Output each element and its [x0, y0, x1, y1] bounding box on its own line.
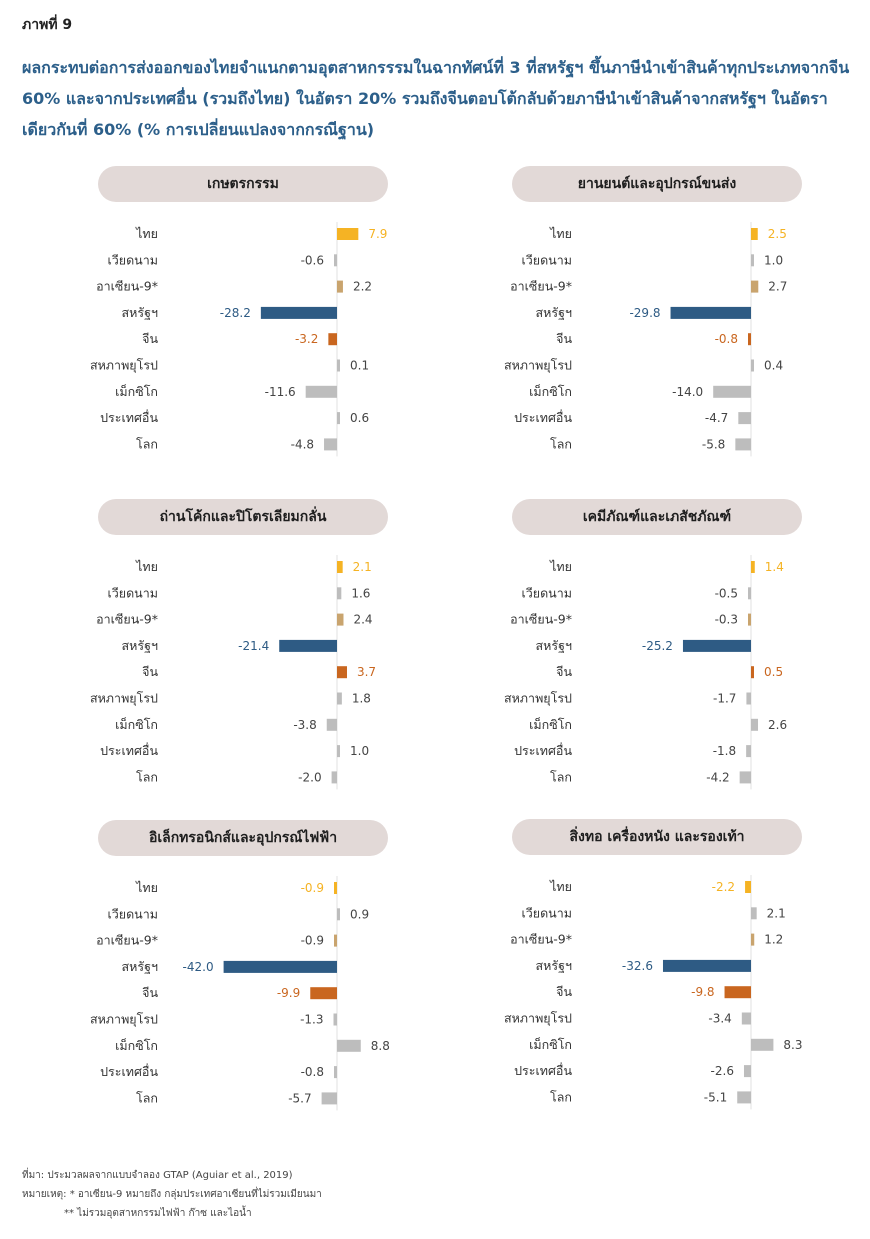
- value-label: 0.9: [350, 907, 370, 922]
- value-label: -2.0: [298, 770, 322, 785]
- category-label: เวียดนาม: [107, 906, 158, 922]
- category-label: ไทย: [136, 226, 158, 241]
- panel-title: สิ่งทอ เครื่องหนัง และรองเท้า: [512, 819, 802, 855]
- bar: [324, 438, 337, 450]
- category-label: โลก: [136, 1090, 158, 1106]
- bar: [751, 1039, 773, 1051]
- value-label: 1.2: [764, 932, 784, 947]
- bar: [332, 771, 337, 783]
- category-label: โลก: [136, 436, 158, 452]
- panel-title: อิเล็กทรอนิกส์และอุปกรณ์ไฟฟ้า: [98, 820, 388, 856]
- value-label: 8.3: [783, 1037, 803, 1052]
- category-label: โลก: [550, 436, 572, 452]
- category-label: สหรัฐฯ: [121, 958, 158, 974]
- category-label: ประเทศอื่น: [514, 743, 572, 759]
- value-label: 2.4: [353, 612, 373, 627]
- value-label: -32.6: [621, 958, 653, 973]
- bar-chart: [503, 819, 870, 1129]
- value-label: -2.2: [711, 880, 736, 894]
- panel-title: ยานยนต์และอุปกรณ์ขนส่ง: [512, 166, 802, 202]
- footer-notes: [22, 1166, 322, 1223]
- bar: [751, 934, 754, 946]
- category-label: สหรัฐฯ: [121, 304, 158, 320]
- value-label: -3.2: [294, 332, 319, 347]
- value-label: -5.7: [288, 1091, 312, 1106]
- value-label: -1.8: [712, 744, 737, 759]
- category-label: ไทย: [136, 559, 158, 574]
- bar: [751, 907, 757, 919]
- category-label: จีน: [142, 664, 158, 680]
- bar: [751, 719, 758, 731]
- value-label: -0.5: [714, 586, 738, 601]
- bar: [337, 228, 358, 240]
- value-label: 2.2: [352, 279, 373, 294]
- category-label: จีน: [142, 331, 158, 347]
- value-label: -9.9: [276, 986, 301, 1001]
- bar: [328, 333, 337, 345]
- value-label: -9.8: [691, 985, 715, 1000]
- bar: [334, 935, 337, 947]
- category-label: ประเทศอื่น: [100, 1064, 158, 1080]
- bar: [746, 693, 751, 705]
- industry-note: ** ไม่รวมอุตสาหกรรมไฟฟ้า ก๊าซ และไอน้ำ: [64, 1208, 252, 1219]
- category-label: ไทย: [550, 879, 572, 894]
- value-label: -1.3: [300, 1012, 324, 1027]
- bar-chart: [89, 166, 498, 476]
- value-label: -4.7: [704, 411, 729, 426]
- value-label: 2.5: [767, 227, 787, 241]
- category-label: เม็กซิโก: [115, 383, 158, 399]
- value-label: 1.4: [764, 560, 784, 574]
- category-label: เม็กซิโก: [115, 716, 158, 732]
- bar: [751, 360, 754, 372]
- value-label: -29.8: [629, 305, 661, 320]
- bar: [737, 1091, 751, 1103]
- panel-agriculture: [89, 166, 498, 476]
- category-label: สหภาพยุโรป: [89, 357, 158, 373]
- category-label: โลก: [550, 769, 572, 785]
- category-label: เวียดนาม: [521, 252, 572, 268]
- value-label: 1.0: [764, 253, 784, 268]
- value-label: 2.6: [768, 717, 788, 732]
- value-label: -0.8: [300, 1065, 324, 1080]
- bar: [751, 254, 754, 266]
- bar: [751, 228, 758, 240]
- panel-title: เคมีภัณฑ์และเภสัชภัณฑ์: [512, 499, 802, 535]
- panel-automotive: [503, 166, 870, 476]
- category-label: เม็กซิโก: [529, 1036, 572, 1052]
- bar-chart: [89, 820, 498, 1130]
- category-label: เวียดนาม: [521, 585, 572, 601]
- value-label: 1.0: [350, 744, 370, 759]
- bar: [322, 1092, 337, 1104]
- bar-chart: [89, 499, 498, 809]
- value-label: 2.1: [352, 560, 372, 574]
- category-label: อาเซียน-9*: [96, 278, 158, 294]
- bar: [306, 386, 337, 398]
- value-label: -4.8: [290, 437, 315, 452]
- category-label: เม็กซิโก: [529, 383, 572, 399]
- category-label: สหรัฐฯ: [121, 637, 158, 653]
- bar: [333, 1014, 337, 1026]
- panel-chemicals: [503, 499, 870, 809]
- value-label: -5.1: [703, 1090, 728, 1105]
- value-label: 3.7: [356, 665, 377, 680]
- category-label: จีน: [142, 985, 158, 1001]
- bar: [745, 881, 751, 893]
- value-label: 2.7: [768, 279, 788, 294]
- category-label: ไทย: [550, 559, 572, 574]
- bar: [337, 412, 340, 424]
- bar: [279, 640, 337, 652]
- category-label: เวียดนาม: [107, 252, 158, 268]
- bar: [735, 438, 751, 450]
- bar: [713, 386, 751, 398]
- bar: [337, 614, 343, 626]
- value-label: -1.7: [712, 691, 737, 706]
- category-label: สหภาพยุโรป: [503, 690, 572, 706]
- bar: [327, 719, 337, 731]
- category-label: สหภาพยุโรป: [503, 1010, 572, 1026]
- bar: [337, 693, 342, 705]
- bar: [751, 561, 755, 573]
- value-label: 1.8: [351, 691, 371, 706]
- bar: [337, 745, 340, 757]
- category-label: อาเซียน-9*: [510, 931, 572, 947]
- source-note: ที่มา: ประมวลผลจากแบบจำลอง GTAP (Aguiar et al., 2019): [22, 1170, 293, 1181]
- category-label: สหภาพยุโรป: [89, 690, 158, 706]
- category-label: เม็กซิโก: [115, 1037, 158, 1053]
- value-label: -2.6: [710, 1064, 734, 1079]
- bar: [334, 254, 337, 266]
- bar: [337, 1040, 361, 1052]
- asean-note: หมายเหตุ: * อาเซียน-9 หมายถึง กลุ่มประเทศอาเซียนที่ไม่รวมเมียนมา: [22, 1189, 322, 1200]
- value-label: 1.6: [351, 586, 371, 601]
- value-label: -0.8: [714, 332, 738, 347]
- panel-title: เกษตรกรรม: [98, 166, 388, 202]
- category-label: จีน: [556, 331, 572, 347]
- category-label: สหรัฐฯ: [535, 304, 572, 320]
- value-label: -42.0: [182, 959, 214, 974]
- bar: [671, 307, 751, 319]
- panel-textiles: [503, 819, 870, 1129]
- value-label: 0.6: [350, 411, 370, 426]
- value-label: 8.8: [370, 1038, 390, 1053]
- bar-chart: [503, 499, 870, 809]
- bar: [334, 1066, 337, 1078]
- value-label: -21.4: [238, 638, 270, 653]
- bar: [744, 1065, 751, 1077]
- bar: [751, 666, 754, 678]
- category-label: สหภาพยุโรป: [503, 357, 572, 373]
- bar: [337, 666, 347, 678]
- panel-petroleum: [89, 499, 498, 809]
- value-label: 0.5: [764, 665, 784, 680]
- category-label: เม็กซิโก: [529, 716, 572, 732]
- value-label: -3.8: [293, 717, 317, 732]
- bar: [337, 908, 340, 920]
- category-label: ประเทศอื่น: [100, 410, 158, 426]
- category-label: อาเซียน-9*: [510, 278, 572, 294]
- category-label: ไทย: [136, 880, 158, 895]
- value-label: -28.2: [219, 305, 251, 320]
- bar: [751, 281, 758, 293]
- bar: [310, 987, 337, 999]
- bar: [748, 587, 751, 599]
- value-label: 0.4: [764, 358, 784, 373]
- bar: [742, 1013, 751, 1025]
- bar: [683, 640, 751, 652]
- bar: [224, 961, 337, 973]
- category-label: ประเทศอื่น: [100, 743, 158, 759]
- category-label: โลก: [550, 1089, 572, 1105]
- figure-title: ผลกระทบต่อการส่งออกของไทยจำแนกตามอุตสาหกรรรมในฉากทัศน์ที่ 3 ที่สหรัฐฯ ขึ้นภาษีนำเข้าสินค้าทุกประเภทจากจีน 60% และจากประเทศอื่น (รวมถึงไทย) ในอัตรา 20% รวมถึงจีนตอบโต้กลับด้วยภาษีนำเข้าสินค้าจากสหรัฐฯ ในอัตราเดียวกันที่ 60% (% การเปลี่ยนแปลงจากกรณีฐาน): [22, 58, 850, 139]
- category-label: เวียดนาม: [107, 585, 158, 601]
- value-label: -0.3: [714, 612, 738, 627]
- value-label: -25.2: [641, 638, 673, 653]
- value-label: -0.6: [300, 253, 324, 268]
- value-label: -0.9: [300, 881, 324, 895]
- category-label: จีน: [556, 984, 572, 1000]
- bar: [746, 745, 751, 757]
- category-label: ประเทศอื่น: [514, 410, 572, 426]
- value-label: -4.2: [706, 770, 730, 785]
- bar-chart: [503, 166, 870, 476]
- category-label: ไทย: [550, 226, 572, 241]
- bar: [337, 561, 343, 573]
- bar: [337, 281, 343, 293]
- category-label: อาเซียน-9*: [96, 611, 158, 627]
- value-label: 2.1: [766, 906, 786, 921]
- category-label: โลก: [136, 769, 158, 785]
- panel-title: ถ่านโค้กและปิโตรเลียมกลั่น: [98, 499, 388, 535]
- bar: [663, 960, 751, 972]
- bar: [725, 986, 751, 998]
- bar: [337, 587, 341, 599]
- bar: [738, 412, 751, 424]
- bar: [337, 360, 340, 372]
- bar: [748, 614, 751, 626]
- bar: [748, 333, 751, 345]
- figure-label: ภาพที่ 9: [22, 17, 73, 33]
- category-label: สหรัฐฯ: [535, 957, 572, 973]
- value-label: -5.8: [701, 437, 726, 452]
- panel-electronics: [89, 820, 498, 1130]
- category-label: สหภาพยุโรป: [89, 1011, 158, 1027]
- bar: [261, 307, 337, 319]
- category-label: อาเซียน-9*: [510, 611, 572, 627]
- category-label: อาเซียน-9*: [96, 932, 158, 948]
- value-label: 7.9: [368, 227, 388, 241]
- category-label: สหรัฐฯ: [535, 637, 572, 653]
- value-label: 0.1: [350, 358, 370, 373]
- value-label: -14.0: [672, 384, 704, 399]
- value-label: -3.4: [708, 1011, 732, 1026]
- bar: [334, 882, 337, 894]
- bar: [740, 771, 751, 783]
- category-label: เวียดนาม: [521, 905, 572, 921]
- value-label: -0.9: [300, 933, 324, 948]
- value-label: -11.6: [264, 384, 296, 399]
- category-label: ประเทศอื่น: [514, 1063, 572, 1079]
- category-label: จีน: [556, 664, 572, 680]
